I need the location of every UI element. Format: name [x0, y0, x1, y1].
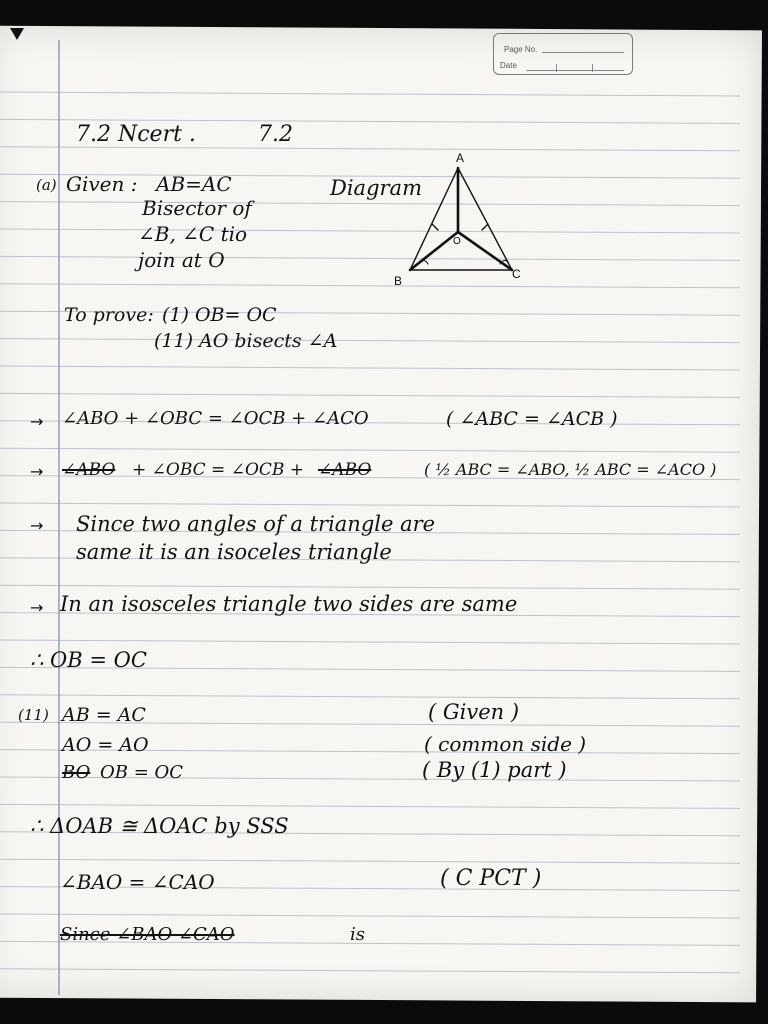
part-2-line-1: AB = AC — [62, 704, 146, 726]
part-2-label: (11) — [18, 706, 49, 724]
diagram-label: Diagram — [330, 176, 422, 200]
date-tick — [556, 64, 557, 72]
triangle-diagram — [388, 140, 538, 290]
date-tick — [592, 64, 593, 72]
ruled-line — [0, 804, 740, 808]
last-line-tail: is — [350, 924, 365, 945]
title-right: 7.2 — [258, 122, 293, 147]
given-line-4: join at O — [138, 248, 225, 272]
given-label: Given : — [66, 172, 138, 196]
ruled-line — [0, 229, 740, 233]
part-2-line-1-reason: ( Given ) — [428, 700, 520, 724]
to-prove-label: To prove: — [64, 304, 154, 326]
ruled-line — [0, 859, 740, 863]
ruled-line — [0, 914, 740, 918]
segment-bo — [410, 232, 458, 270]
date-label: Date — [500, 61, 517, 70]
step-3-line-1: Since two angles of a triangle are — [76, 512, 436, 536]
conclusion-ob-oc: ∴ OB = OC — [30, 648, 147, 672]
congruence-statement: ∴ ΔOAB ≅ ΔOAC by SSS — [30, 814, 289, 838]
to-prove-part-1: (1) OB= OC — [162, 304, 277, 326]
step-4: In an isosceles triangle two sides are same — [60, 592, 518, 616]
step-2-middle: + ∠OBC = ∠OCB + — [132, 460, 305, 480]
page-date-box — [493, 33, 633, 75]
side-ac — [458, 168, 512, 270]
page-no-label: Page No. — [504, 45, 538, 54]
step-1: ∠ABO + ∠OBC = ∠OCB + ∠ACO — [62, 408, 369, 429]
page-no-line — [542, 52, 624, 53]
date-line — [526, 70, 624, 71]
corner-triangle-mark — [10, 28, 24, 40]
title-left: 7.2 Ncert . — [76, 122, 196, 147]
ruled-line — [0, 969, 740, 973]
step-3-line-2: same it is an isoceles triangle — [76, 540, 392, 564]
ruled-line — [0, 366, 740, 370]
part-2-line-3-reason: ( By (1) part ) — [422, 758, 567, 782]
ruled-line — [0, 202, 740, 206]
given-line-2: Bisector of — [142, 196, 252, 220]
ruled-line — [0, 503, 740, 507]
last-line-struck: Since ∠BAO ∠CAO — [60, 924, 235, 945]
equal-tick-ac — [482, 224, 488, 230]
step-3-arrow: → — [30, 516, 44, 535]
given-line-1: AB=AC — [156, 172, 232, 196]
to-prove-part-2: (11) AO bisects ∠A — [154, 330, 338, 352]
part-2-line-2-reason: ( common side ) — [424, 732, 587, 756]
step-4-arrow: → — [30, 598, 44, 617]
ruled-line — [0, 256, 740, 260]
equal-tick-ab — [432, 224, 438, 230]
margin-line — [58, 40, 60, 995]
step-1-reason: ( ∠ABC = ∠ACB ) — [446, 408, 618, 430]
step-2-struck-term: ∠ABO — [318, 460, 372, 480]
ruled-line — [0, 284, 740, 288]
ruled-line — [0, 585, 740, 589]
vertex-b-label: B — [394, 274, 403, 288]
vertex-a-label: A — [456, 151, 465, 165]
vertex-c-label: C — [512, 267, 521, 281]
step-1-arrow: → — [30, 412, 44, 431]
step-2-reason: ( ½ ABC = ∠ABO, ½ ABC = ∠ACO ) — [424, 460, 717, 479]
segment-co — [458, 232, 512, 270]
question-number: (a) — [36, 176, 57, 194]
ruled-line — [0, 339, 740, 343]
side-ab — [410, 168, 458, 270]
ruled-line — [0, 448, 740, 452]
ruled-line — [0, 147, 740, 151]
given-line-3: ∠B, ∠C tio — [138, 222, 248, 246]
vertex-o-label: O — [453, 236, 461, 247]
step-2-arrow: → — [30, 462, 44, 481]
ruled-line — [0, 695, 740, 699]
step-2-struck-term: ∠ABO — [62, 460, 116, 480]
angle-equality: ∠BAO = ∠CAO — [60, 870, 215, 894]
angle-equality-reason: ( C PCT ) — [440, 866, 542, 891]
part-2-line-3: OB = OC — [100, 762, 184, 783]
ruled-line — [0, 92, 740, 96]
ruled-line — [0, 393, 740, 397]
part-2-line-2: AO = AO — [62, 734, 149, 756]
ruled-line — [0, 640, 740, 644]
part-2-line-3-struck: BO — [62, 762, 91, 783]
